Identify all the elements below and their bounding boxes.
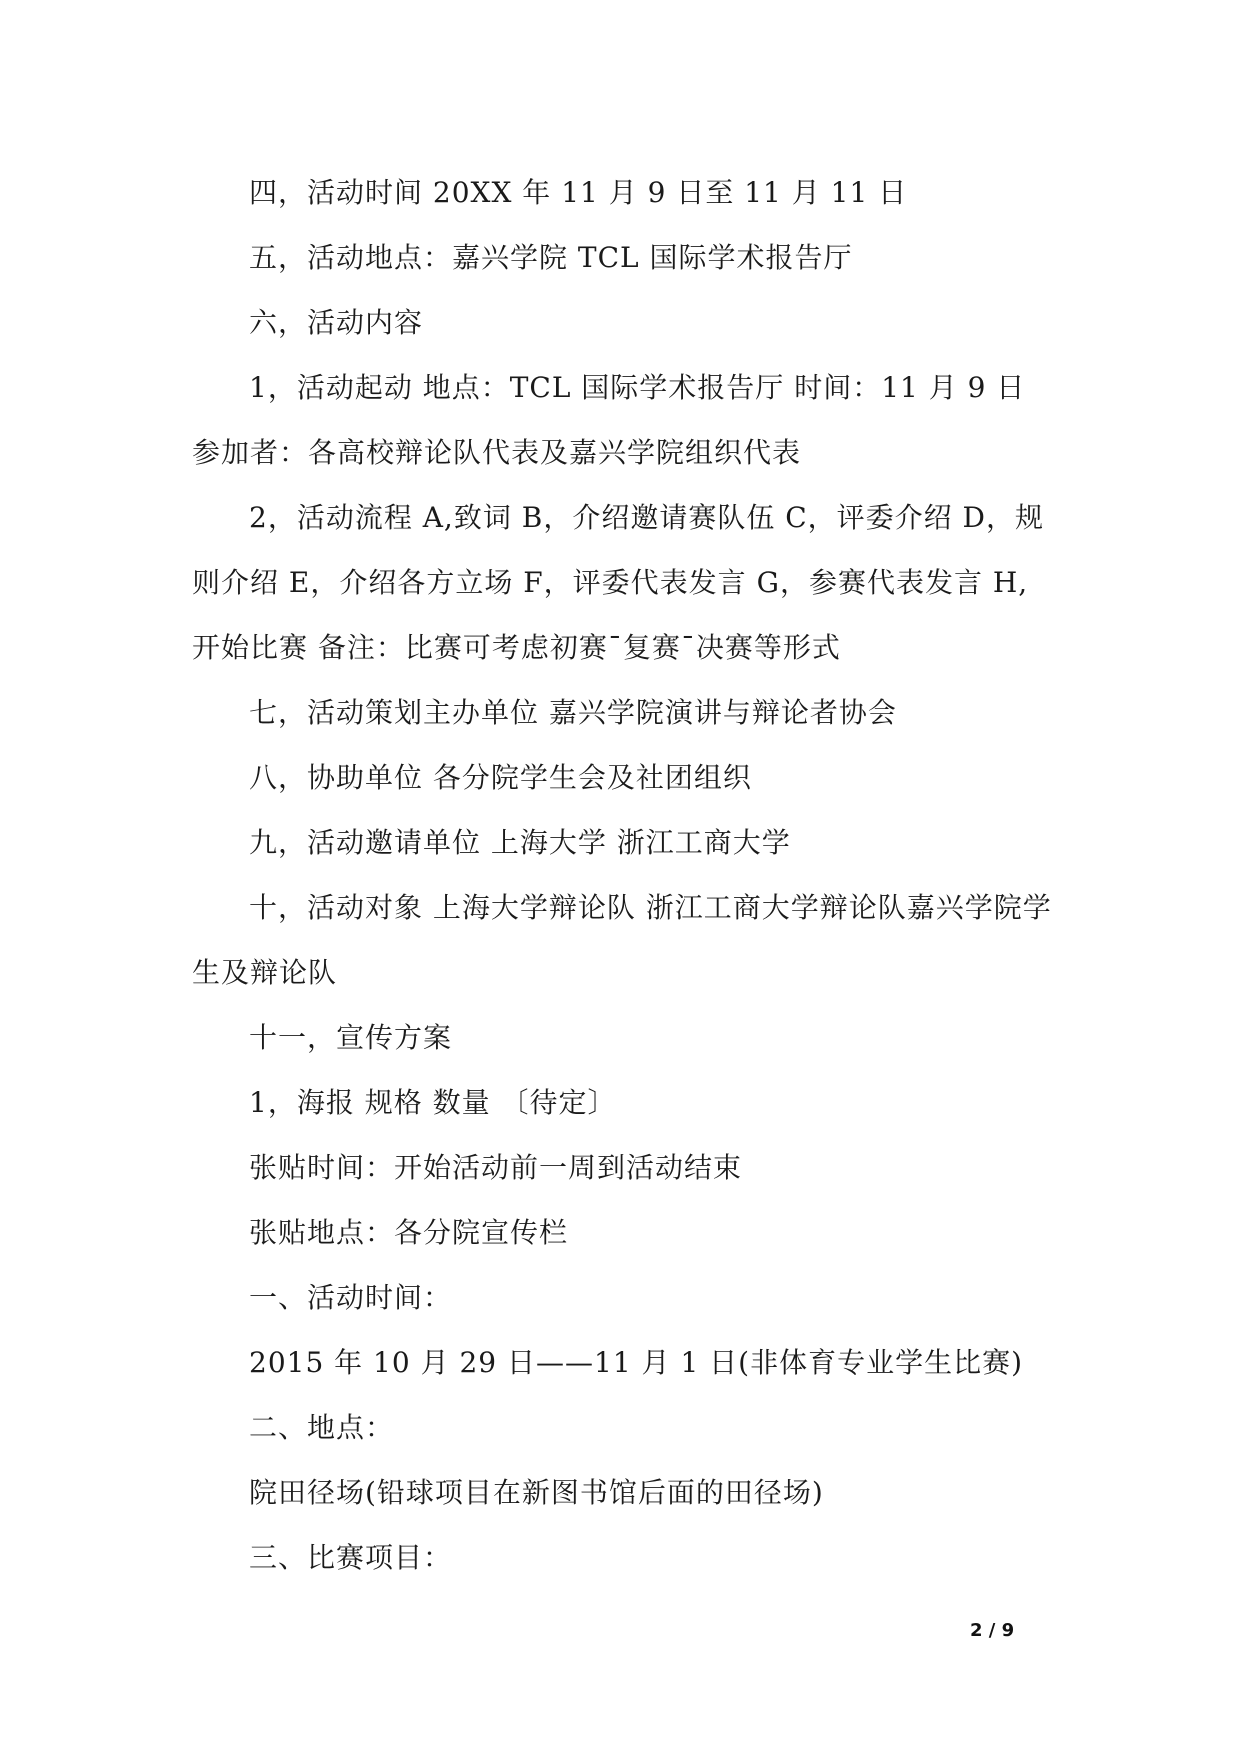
paragraph-sports-venue: 院田径场(铅球项目在新图书馆后面的田径场) xyxy=(249,1476,824,1509)
paragraph-publicity-heading: 十一，宣传方案 xyxy=(249,1021,453,1054)
paragraph-sports-location-heading: 二、地点： xyxy=(249,1411,395,1444)
paragraph-target-audience: 十，活动对象 上海大学辩论队 浙江工商大学辩论队嘉兴学院学生及辩论队 xyxy=(192,891,1052,989)
paragraph-events-heading: 三、比赛项目： xyxy=(249,1541,453,1574)
paragraph-poster: 1，海报 规格 数量 〔待定〕 xyxy=(249,1086,617,1119)
paragraph-activity-time: 四，活动时间 20XX 年 11 月 9 日至 11 月 11 日 xyxy=(249,176,908,209)
paragraph-activity-location: 五，活动地点：嘉兴学院 TCL 国际学术报告厅 xyxy=(249,241,853,274)
paragraph-activity-launch: 1，活动起动 地点：TCL 国际学术报告厅 时间：11 月 9 日参加者：各高校辩论队代表及嘉兴学院组织代表 xyxy=(192,371,1026,469)
paragraph-posting-time: 张贴时间：开始活动前一周到活动结束 xyxy=(249,1151,743,1184)
paragraph-sports-time-heading: 一、活动时间： xyxy=(249,1281,453,1314)
paragraph-activity-content-heading: 六，活动内容 xyxy=(249,306,424,339)
paragraph-activity-process: 2，活动流程 A,致词 B，介绍邀请赛队伍 C，评委介绍 D，规则介绍 E，介绍各方立场 F，评委代表发言 G，参赛代表发言 H,开始比赛 备注：比赛可考虑初赛¯复赛¯决赛等形式 xyxy=(192,501,1044,664)
paragraph-organizer: 七，活动策划主办单位 嘉兴学院演讲与辩论者协会 xyxy=(249,696,897,729)
paragraph-sports-dates: 2015 年 10 月 29 日——11 月 1 日(非体育专业学生比赛) xyxy=(249,1346,1024,1379)
paragraph-posting-location: 张贴地点：各分院宣传栏 xyxy=(249,1216,569,1249)
page-number: 2 / 9 xyxy=(970,1620,1015,1641)
paragraph-invited-units: 九，活动邀请单位 上海大学 浙江工商大学 xyxy=(249,826,791,859)
paragraph-assisting-units: 八，协助单位 各分院学生会及社团组织 xyxy=(249,761,752,794)
document-body xyxy=(192,160,1054,1590)
